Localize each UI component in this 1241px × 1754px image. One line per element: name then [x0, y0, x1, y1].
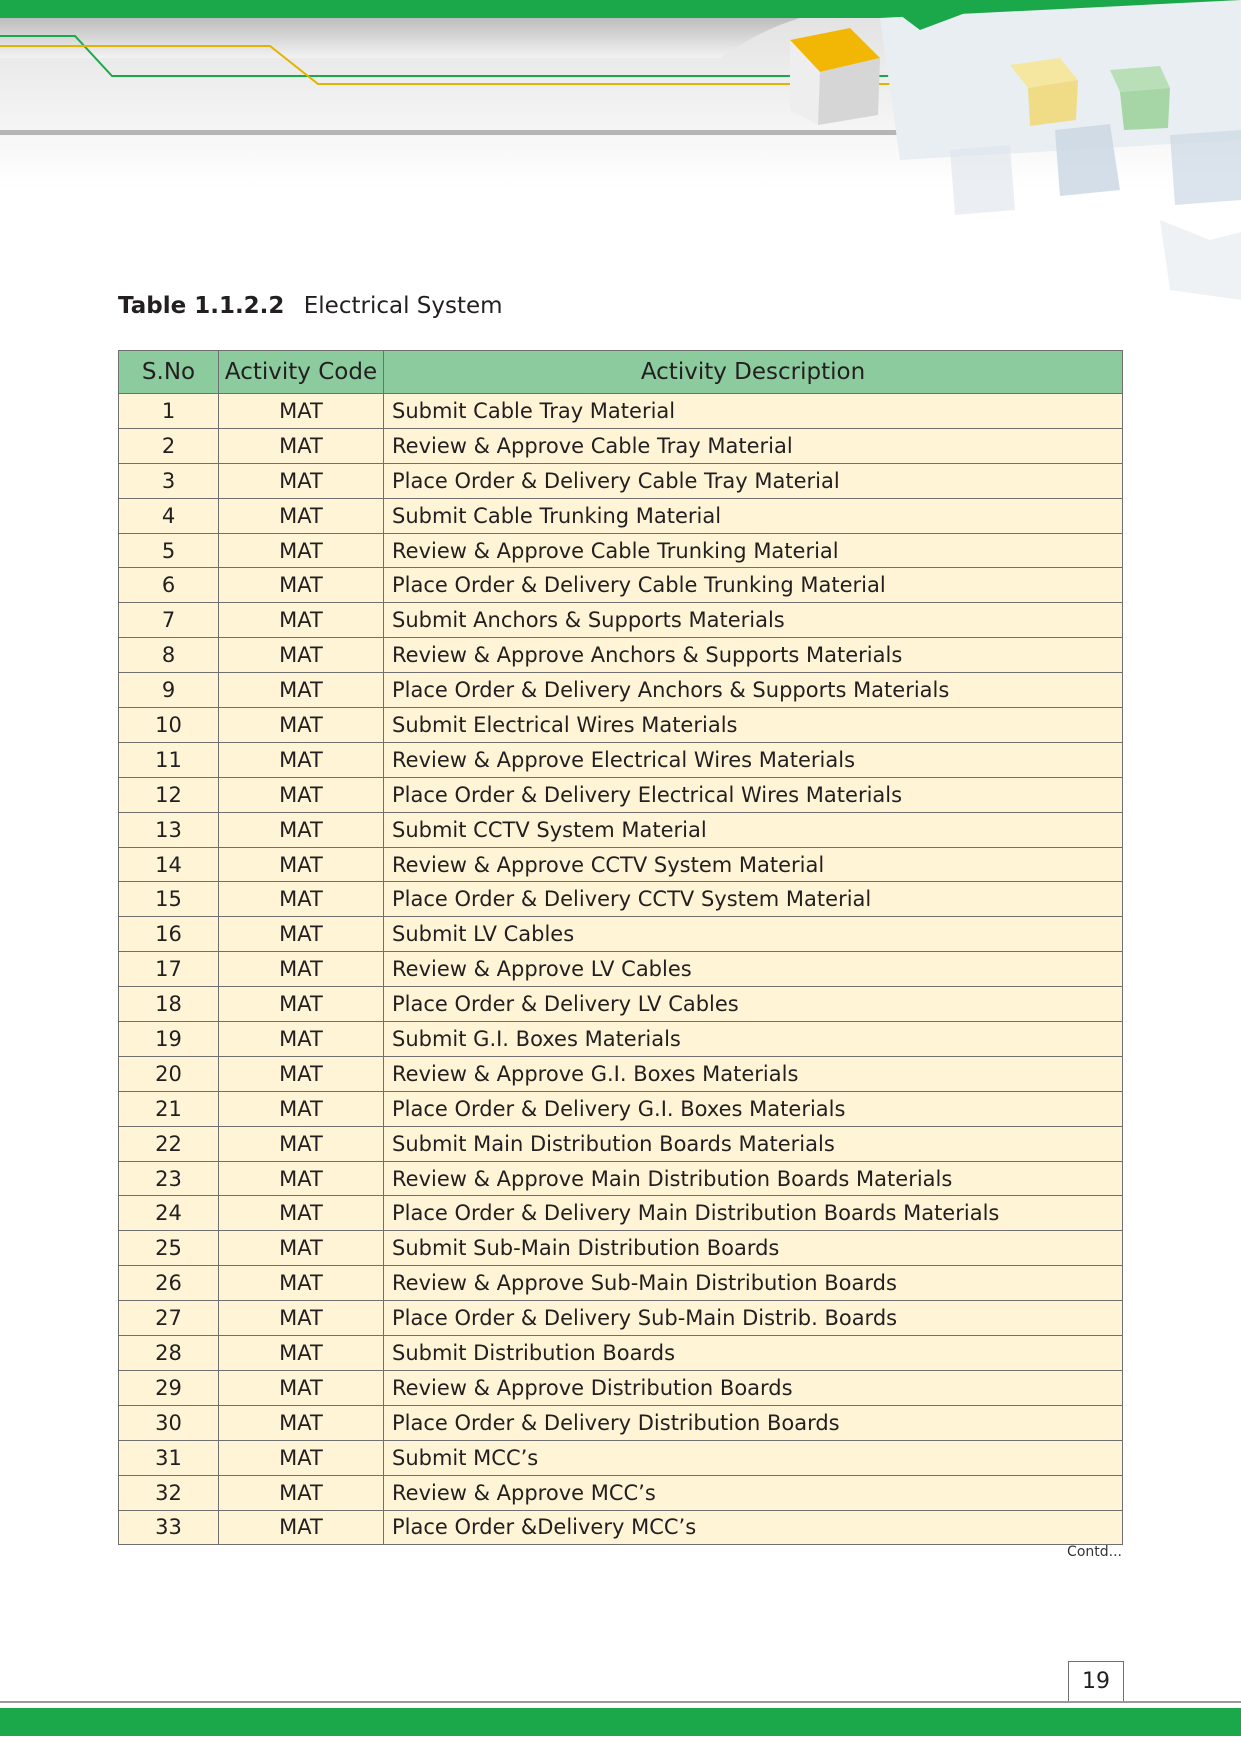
cell-activity-code: MAT — [219, 533, 384, 568]
table-row — [119, 603, 1123, 638]
table-row — [119, 638, 1123, 673]
cell-activity-description: Place Order & Delivery Electrical Wires Materials — [384, 777, 1123, 812]
table-row — [119, 952, 1123, 987]
table-row — [119, 1091, 1123, 1126]
cell-activity-code: MAT — [219, 638, 384, 673]
cell-activity-code: MAT — [219, 1510, 384, 1545]
table-caption — [118, 288, 503, 324]
cell-activity-code: MAT — [219, 1266, 384, 1301]
cell-activity-code: MAT — [219, 1301, 384, 1336]
cell-activity-description: Review & Approve G.I. Boxes Materials — [384, 1056, 1123, 1091]
cell-activity-code: MAT — [219, 1091, 384, 1126]
cell-sno: 15 — [119, 882, 219, 917]
table-row — [119, 742, 1123, 777]
cell-activity-description: Submit Cable Trunking Material — [384, 498, 1123, 533]
cell-sno: 24 — [119, 1196, 219, 1231]
cell-activity-code: MAT — [219, 987, 384, 1022]
table-title: Electrical System — [303, 293, 503, 319]
cell-activity-code: MAT — [219, 812, 384, 847]
cell-activity-description: Place Order & Delivery CCTV System Material — [384, 882, 1123, 917]
column-header-activity-description: Activity Description — [384, 351, 1123, 394]
decorative-header-banner — [0, 0, 1241, 310]
cell-sno: 2 — [119, 428, 219, 463]
cell-activity-code: MAT — [219, 1475, 384, 1510]
cell-activity-description: Submit Anchors & Supports Materials — [384, 603, 1123, 638]
cell-sno: 22 — [119, 1126, 219, 1161]
table-row — [119, 568, 1123, 603]
cell-activity-description: Review & Approve Electrical Wires Materials — [384, 742, 1123, 777]
cell-sno: 11 — [119, 742, 219, 777]
cell-activity-description: Review & Approve Distribution Boards — [384, 1370, 1123, 1405]
table-row — [119, 1440, 1123, 1475]
cell-activity-description: Place Order & Delivery Main Distribution Boards Materials — [384, 1196, 1123, 1231]
cell-activity-code: MAT — [219, 568, 384, 603]
cell-activity-description: Submit LV Cables — [384, 917, 1123, 952]
cell-sno: 28 — [119, 1336, 219, 1371]
table-row — [119, 394, 1123, 429]
table-number: Table 1.1.2.2 — [118, 293, 285, 319]
cell-activity-code: MAT — [219, 603, 384, 638]
cell-sno: 32 — [119, 1475, 219, 1510]
cell-activity-description: Place Order & Delivery Distribution Boards — [384, 1405, 1123, 1440]
cell-sno: 13 — [119, 812, 219, 847]
cell-activity-code: MAT — [219, 428, 384, 463]
footer-green-bar — [0, 1708, 1241, 1736]
cell-sno: 33 — [119, 1510, 219, 1545]
cell-activity-code: MAT — [219, 1126, 384, 1161]
cell-activity-description: Submit Cable Tray Material — [384, 394, 1123, 429]
cell-activity-description: Place Order & Delivery LV Cables — [384, 987, 1123, 1022]
electrical-system-table — [118, 350, 1122, 1545]
cell-sno: 4 — [119, 498, 219, 533]
table-row — [119, 673, 1123, 708]
cell-activity-description: Place Order & Delivery G.I. Boxes Materials — [384, 1091, 1123, 1126]
table-row — [119, 708, 1123, 743]
cell-sno: 25 — [119, 1231, 219, 1266]
table-row — [119, 1266, 1123, 1301]
cell-activity-code: MAT — [219, 917, 384, 952]
cell-activity-code: MAT — [219, 708, 384, 743]
cell-activity-description: Submit Sub-Main Distribution Boards — [384, 1231, 1123, 1266]
cell-activity-description: Place Order &Delivery MCC’s — [384, 1510, 1123, 1545]
table-row — [119, 987, 1123, 1022]
table-row — [119, 1022, 1123, 1057]
cell-sno: 21 — [119, 1091, 219, 1126]
cell-activity-code: MAT — [219, 847, 384, 882]
cell-activity-description: Submit Electrical Wires Materials — [384, 708, 1123, 743]
cell-activity-code: MAT — [219, 1161, 384, 1196]
cell-activity-code: MAT — [219, 1022, 384, 1057]
page-number: 19 — [1068, 1661, 1124, 1702]
cell-activity-description: Submit MCC’s — [384, 1440, 1123, 1475]
cell-sno: 18 — [119, 987, 219, 1022]
cell-activity-code: MAT — [219, 1231, 384, 1266]
cell-activity-description: Submit G.I. Boxes Materials — [384, 1022, 1123, 1057]
cell-activity-code: MAT — [219, 952, 384, 987]
column-header-activity-code: Activity Code — [219, 351, 384, 394]
cell-activity-description: Review & Approve Main Distribution Boards Materials — [384, 1161, 1123, 1196]
table-row — [119, 498, 1123, 533]
cell-activity-code: MAT — [219, 882, 384, 917]
cell-activity-description: Review & Approve Cable Trunking Material — [384, 533, 1123, 568]
table-row — [119, 1196, 1123, 1231]
table-row — [119, 1301, 1123, 1336]
column-header-sno: S.No — [119, 351, 219, 394]
cell-sno: 9 — [119, 673, 219, 708]
cell-activity-description: Review & Approve Cable Tray Material — [384, 428, 1123, 463]
table-row — [119, 1510, 1123, 1545]
cell-activity-description: Submit CCTV System Material — [384, 812, 1123, 847]
cell-sno: 5 — [119, 533, 219, 568]
cell-activity-description: Review & Approve Sub-Main Distribution Boards — [384, 1266, 1123, 1301]
cell-sno: 1 — [119, 394, 219, 429]
table-row — [119, 1475, 1123, 1510]
cell-sno: 19 — [119, 1022, 219, 1057]
footer-divider — [0, 1701, 1241, 1703]
cell-activity-code: MAT — [219, 394, 384, 429]
table-row — [119, 463, 1123, 498]
cell-activity-description: Submit Main Distribution Boards Materials — [384, 1126, 1123, 1161]
table-row — [119, 1126, 1123, 1161]
cell-sno: 17 — [119, 952, 219, 987]
cell-sno: 26 — [119, 1266, 219, 1301]
cell-activity-description: Submit Distribution Boards — [384, 1336, 1123, 1371]
table-row — [119, 812, 1123, 847]
cell-activity-code: MAT — [219, 463, 384, 498]
table-row — [119, 428, 1123, 463]
cell-sno: 3 — [119, 463, 219, 498]
cell-activity-code: MAT — [219, 1405, 384, 1440]
table-row — [119, 1370, 1123, 1405]
cell-activity-description: Review & Approve LV Cables — [384, 952, 1123, 987]
cell-sno: 30 — [119, 1405, 219, 1440]
cell-sno: 6 — [119, 568, 219, 603]
cell-sno: 8 — [119, 638, 219, 673]
cell-sno: 16 — [119, 917, 219, 952]
cell-sno: 7 — [119, 603, 219, 638]
table-row — [119, 1405, 1123, 1440]
cell-activity-code: MAT — [219, 1056, 384, 1091]
cell-sno: 12 — [119, 777, 219, 812]
cell-activity-code: MAT — [219, 777, 384, 812]
table-row — [119, 1161, 1123, 1196]
table-row — [119, 1056, 1123, 1091]
cell-activity-code: MAT — [219, 1336, 384, 1371]
cell-activity-description: Place Order & Delivery Cable Trunking Material — [384, 568, 1123, 603]
table-row — [119, 1231, 1123, 1266]
cell-activity-code: MAT — [219, 1196, 384, 1231]
cell-activity-description: Review & Approve MCC’s — [384, 1475, 1123, 1510]
table-row — [119, 917, 1123, 952]
cell-sno: 23 — [119, 1161, 219, 1196]
cell-activity-description: Place Order & Delivery Sub-Main Distrib. Boards — [384, 1301, 1123, 1336]
cell-sno: 20 — [119, 1056, 219, 1091]
cell-sno: 29 — [119, 1370, 219, 1405]
cell-activity-code: MAT — [219, 1370, 384, 1405]
cell-activity-code: MAT — [219, 498, 384, 533]
cell-activity-description: Place Order & Delivery Cable Tray Material — [384, 463, 1123, 498]
cell-activity-code: MAT — [219, 1440, 384, 1475]
cell-sno: 14 — [119, 847, 219, 882]
cell-sno: 10 — [119, 708, 219, 743]
cell-activity-description: Review & Approve CCTV System Material — [384, 847, 1123, 882]
table-row — [119, 777, 1123, 812]
cell-sno: 31 — [119, 1440, 219, 1475]
cell-sno: 27 — [119, 1301, 219, 1336]
table-row — [119, 533, 1123, 568]
cell-activity-code: MAT — [219, 673, 384, 708]
cell-activity-description: Place Order & Delivery Anchors & Supports Materials — [384, 673, 1123, 708]
table-row — [119, 1336, 1123, 1371]
continued-note: Contd... — [1067, 1544, 1122, 1560]
table-row — [119, 847, 1123, 882]
table-header-row — [119, 351, 1123, 394]
table-row — [119, 882, 1123, 917]
cell-activity-code: MAT — [219, 742, 384, 777]
cell-activity-description: Review & Approve Anchors & Supports Materials — [384, 638, 1123, 673]
